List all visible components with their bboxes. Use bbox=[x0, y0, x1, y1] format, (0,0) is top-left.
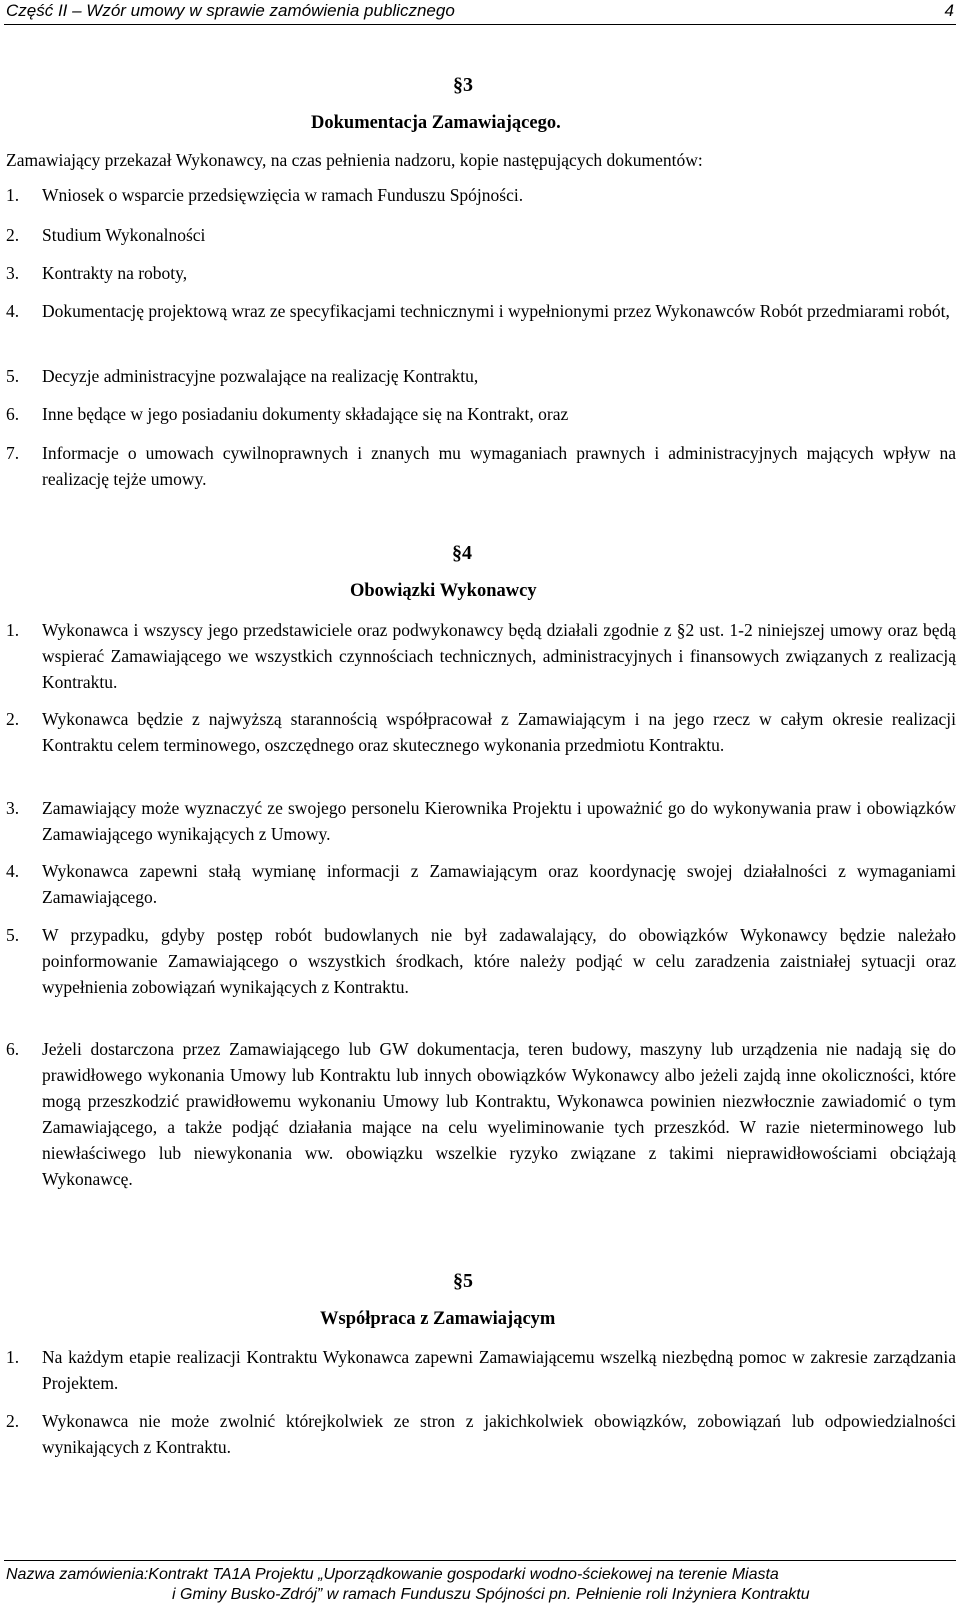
item-number: 1. bbox=[6, 1347, 20, 1367]
item-text: Wniosek o wsparcie przedsięwzięcia w ramach Funduszu Spójności. bbox=[42, 185, 524, 205]
item-text: W przypadku, gdyby postęp robót budowlanych nie był zadawalający, do obowiązków Wykonawcy będzie należało poinformowanie Zamawiającego o wszystkich środkach, które należy podjąć w celu zaradzenia zaistniałej sytuacji oraz wypełnienia zobowiązań wynikających z Kontraktu. bbox=[42, 925, 956, 997]
item-number: 2. bbox=[6, 225, 20, 245]
item-number: 3. bbox=[6, 798, 20, 818]
item-number: 6. bbox=[6, 404, 20, 424]
item-number: 7. bbox=[6, 443, 20, 463]
item-number: 6. bbox=[6, 1039, 20, 1059]
item-text: Studium Wykonalności bbox=[42, 225, 206, 245]
list-item bbox=[6, 1036, 956, 1192]
list-item bbox=[6, 363, 956, 389]
page-header bbox=[6, 0, 954, 22]
list-item bbox=[6, 617, 956, 695]
item-number: 1. bbox=[6, 620, 20, 640]
list-item bbox=[6, 440, 956, 492]
list-item bbox=[6, 795, 956, 847]
section-5-symbol: §5 bbox=[453, 1270, 473, 1292]
item-text: Na każdym etapie realizacji Kontraktu Wykonawca zapewni Zamawiającemu wszelką niezbędną pomoc w zakresie zarządzania Projektem. bbox=[42, 1347, 956, 1393]
item-text: Jeżeli dostarczona przez Zamawiającego lub GW dokumentacja, teren budowy, maszyny lub urządzenia nie nadają się do prawidłowego wykonania Umowy lub Kontraktu lub innych obowiązków Wykonawcy albo jeżeli zajdą inne okoliczności, które mogą przeszkodzić prawidłowemu wykonaniu Umowy lub Kontraktu, Wykonawca powinien niezwłocznie zawiadomić o tym Zamawiającego, a także podjąć działania mające na celu wyeliminowanie tych przeszkód. W razie nieterminowego lub niewłaściwego lub niewykonania ww. obowiązku wszelkie ryzyko związane z takimi nieprawidłowościami obciążają Wykonawcę. bbox=[42, 1039, 956, 1189]
footer-line-2: i Gminy Busko-Zdrój” w ramach Funduszu Spójności pn. Pełnienie roli Inżyniera Kontraktu bbox=[172, 1586, 810, 1603]
item-text: Kontrakty na roboty, bbox=[42, 263, 188, 283]
item-text: Wykonawca i wszyscy jego przedstawiciele oraz podwykonawcy będą działali zgodnie z §2 ust. 1-2 niniejszej umowy oraz będą wspierać Zamawiającego we wszystkich czynnościach technicznych, administracyjnych i finansowych związanych z realizacją Kontraktu. bbox=[42, 620, 956, 692]
footer-divider bbox=[4, 1560, 956, 1561]
list-item bbox=[6, 706, 956, 758]
list-item bbox=[6, 260, 956, 286]
section-4-symbol: §4 bbox=[452, 542, 472, 564]
list-item bbox=[6, 1344, 956, 1396]
item-text: Zamawiający może wyznaczyć ze swojego personelu Kierownika Projektu i upoważnić go do wykonywania praw i obowiązków Zamawiającego wynikających z Umowy. bbox=[42, 798, 956, 844]
list-item bbox=[6, 922, 956, 1000]
list-item bbox=[6, 858, 956, 910]
section-4-title: Obowiązki Wykonawcy bbox=[350, 581, 537, 601]
section-5-title: Współpraca z Zamawiającym bbox=[320, 1309, 556, 1329]
section-3-title: Dokumentacja Zamawiającego. bbox=[311, 113, 561, 133]
item-text: Wykonawca będzie z najwyższą starannością współpracował z Zamawiającym i na jego rzecz w całym okresie realizacji Kontraktu celem terminowego, oszczędnego oraz skutecznego wykonania przedmiotu Kontraktu. bbox=[42, 709, 956, 755]
list-item bbox=[6, 401, 956, 427]
item-number: 4. bbox=[6, 861, 20, 881]
list-item bbox=[6, 298, 956, 324]
item-number: 2. bbox=[6, 709, 20, 729]
item-number: 3. bbox=[6, 263, 20, 283]
item-number: 4. bbox=[6, 301, 20, 321]
item-number: 5. bbox=[6, 925, 20, 945]
item-text: Wykonawca zapewni stałą wymianę informacji z Zamawiającym oraz koordynację swojej działalności z wymaganiami Zamawiającego. bbox=[42, 861, 956, 907]
section-3-symbol: §3 bbox=[453, 74, 473, 96]
item-number: 5. bbox=[6, 366, 20, 386]
item-text: Decyzje administracyjne pozwalające na realizację Kontraktu, bbox=[42, 366, 479, 386]
list-item bbox=[6, 1408, 956, 1460]
footer-line-1: Nazwa zamówienia:Kontrakt TA1A Projektu „Uporządkowanie gospodarki wodno-ściekowej na terenie Miasta bbox=[6, 1566, 779, 1583]
item-text: Dokumentację projektową wraz ze specyfikacjami technicznymi i wypełnionymi przez Wykonawców Robót przedmiarami robót, bbox=[42, 301, 950, 321]
header-title: Część II – Wzór umowy w sprawie zamówienia publicznego bbox=[6, 1, 455, 20]
page-footer bbox=[6, 1565, 956, 1605]
item-number: 1. bbox=[6, 185, 20, 205]
list-item bbox=[6, 222, 956, 248]
item-number: 2. bbox=[6, 1411, 20, 1431]
item-text: Informacje o umowach cywilnoprawnych i znanych mu wymaganiach prawnych i administracyjnych mających wpływ na realizację tejże umowy. bbox=[42, 443, 956, 489]
item-text: Wykonawca nie może zwolnić którejkolwiek ze stron z jakichkolwiek obowiązków, zobowiązań lub odpowiedzialności wynikających z Kontraktu. bbox=[42, 1411, 956, 1457]
item-text: Inne będące w jego posiadaniu dokumenty składające się na Kontrakt, oraz bbox=[42, 404, 569, 424]
header-page-number: 4 bbox=[944, 1, 954, 20]
header-divider bbox=[4, 24, 956, 25]
list-item bbox=[6, 182, 956, 208]
section-3-intro: Zamawiający przekazał Wykonawcy, na czas pełnienia nadzoru, kopie następujących dokumentów: bbox=[6, 150, 703, 170]
